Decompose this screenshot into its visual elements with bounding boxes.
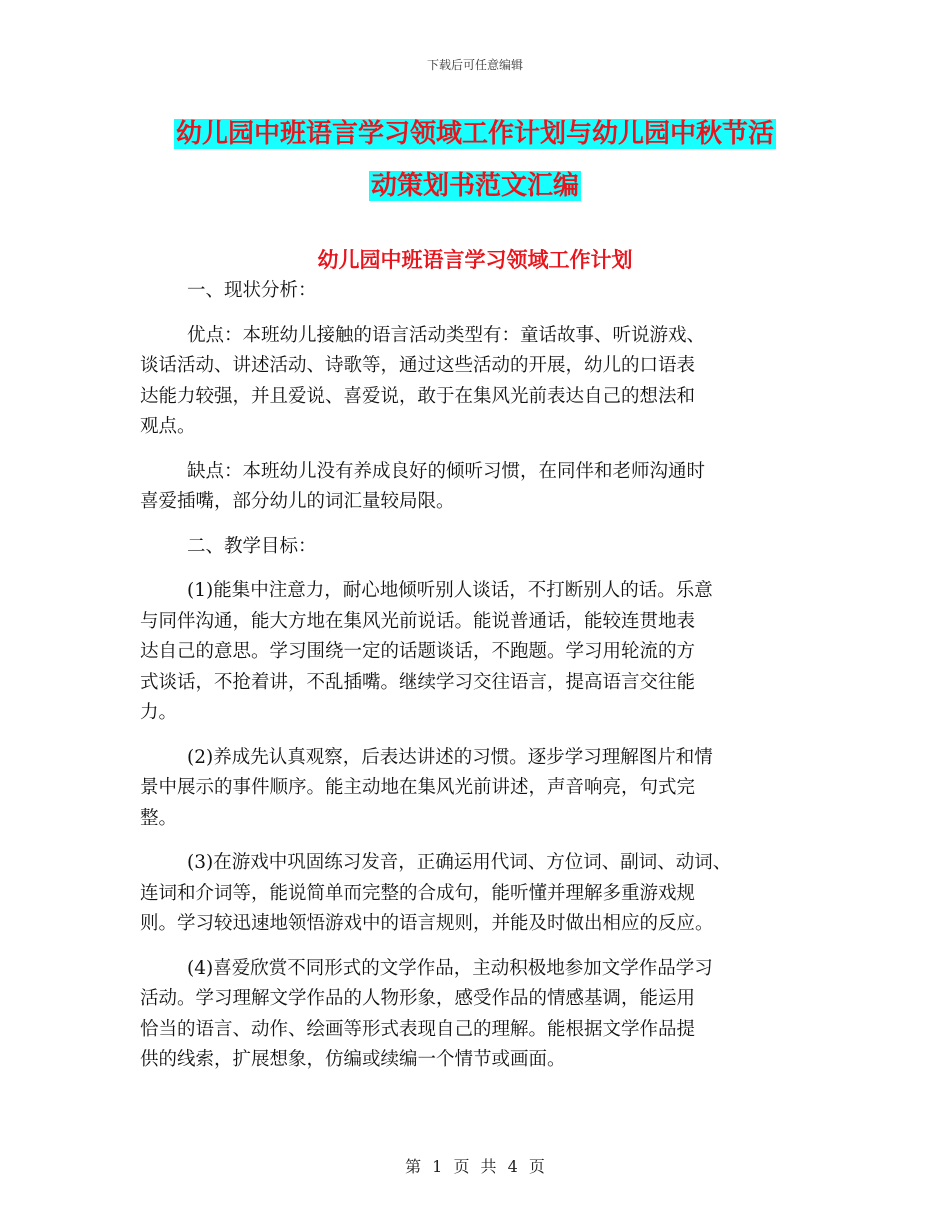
paragraph-gap (140, 834, 820, 848)
paragraph-gap (140, 443, 820, 457)
document-title (0, 108, 950, 212)
title-highlight-1: 幼儿园中班语言学习领域工作计划与幼儿园中秋节活 (175, 119, 774, 149)
body-line: (3)在游戏中巩固练习发音，正确运用代词、方位词、副词、动词、 (187, 852, 732, 873)
body-line: 达能力较强，并且爱说、喜爱说，敢于在集风光前表达自己的想法和 (140, 385, 696, 407)
body-line: 谈话活动、讲述活动、诗歌等，通过这些活动的开展，幼儿的口语表 (140, 355, 696, 376)
body-line: 观点。 (140, 416, 196, 437)
body-line: (4)喜爱欣赏不同形式的文学作品，主动积极地参加文学作品学习 (187, 957, 713, 979)
body-line: 一、现状分析： (187, 280, 317, 301)
paragraph-gap (140, 940, 820, 954)
title-highlight-2: 动策划书范文汇编 (370, 171, 579, 201)
paragraph-gap (140, 518, 820, 532)
body-line: 力。 (140, 702, 178, 723)
body-line: (1)能集中注意力，耐心地倾听别人谈话，不打断别人的话。乐意 (187, 580, 713, 601)
body-line: 连词和介词等，能说简单而完整的合成句，能听懂并理解多重游戏规 (140, 882, 696, 904)
body-line: 达自己的意思。学习围绕一定的话题谈话，不跑题。学习用轮流的方 (140, 641, 696, 662)
body-line: 喜爱插嘴，部分幼儿的词汇量较局限。 (140, 491, 455, 512)
document-title-line-1 (0, 108, 950, 160)
document-title-line-2 (0, 160, 950, 212)
body-line: 活动。学习理解文学作品的人物形象，感受作品的情感基调，能运用 (140, 988, 696, 1009)
body-line: (2)养成先认真观察，后表达讲述的习惯。逐步学习理解图片和情 (187, 746, 713, 768)
section-title: 幼儿园中班语言学习领域工作计划 (317, 248, 633, 272)
body-line: 供的线索，扩展想象，仿编或续编一个情节或画面。 (140, 1049, 566, 1070)
page-footer: 第 1 页 共 4 页 (405, 1157, 545, 1176)
paragraph-gap (140, 562, 820, 576)
paragraph-gap (140, 307, 820, 321)
body-line: 优点：本班幼儿接触的语言活动类型有：童话故事、听说游戏、 (187, 324, 706, 346)
body-line: 景中展示的事件顺序。能主动地在集风光前讲述，声音响亮，句式完 (140, 777, 696, 798)
document-body (140, 276, 820, 1076)
body-line: 二、教学目标： (187, 535, 317, 557)
body-line: 与同伴沟通，能大方地在集风光前说话。能说普通话，能较连贯地表 (140, 610, 696, 632)
body-line: 式谈话，不抢着讲，不乱插嘴。继续学习交往语言，提高语言交往能 (140, 671, 696, 693)
paragraph-gap (140, 729, 820, 743)
page-header-note: 下载后可任意编辑 (426, 58, 523, 72)
body-line: 整。 (140, 807, 178, 829)
body-line: 恰当的语言、动作、绘画等形式表现自己的理解。能根据文学作品提 (140, 1018, 696, 1040)
body-line: 则。学习较迅速地领悟游戏中的语言规则，并能及时做出相应的反应。 (140, 913, 714, 934)
body-line: 缺点：本班幼儿没有养成良好的倾听习惯，在同伴和老师沟通时 (187, 460, 706, 482)
